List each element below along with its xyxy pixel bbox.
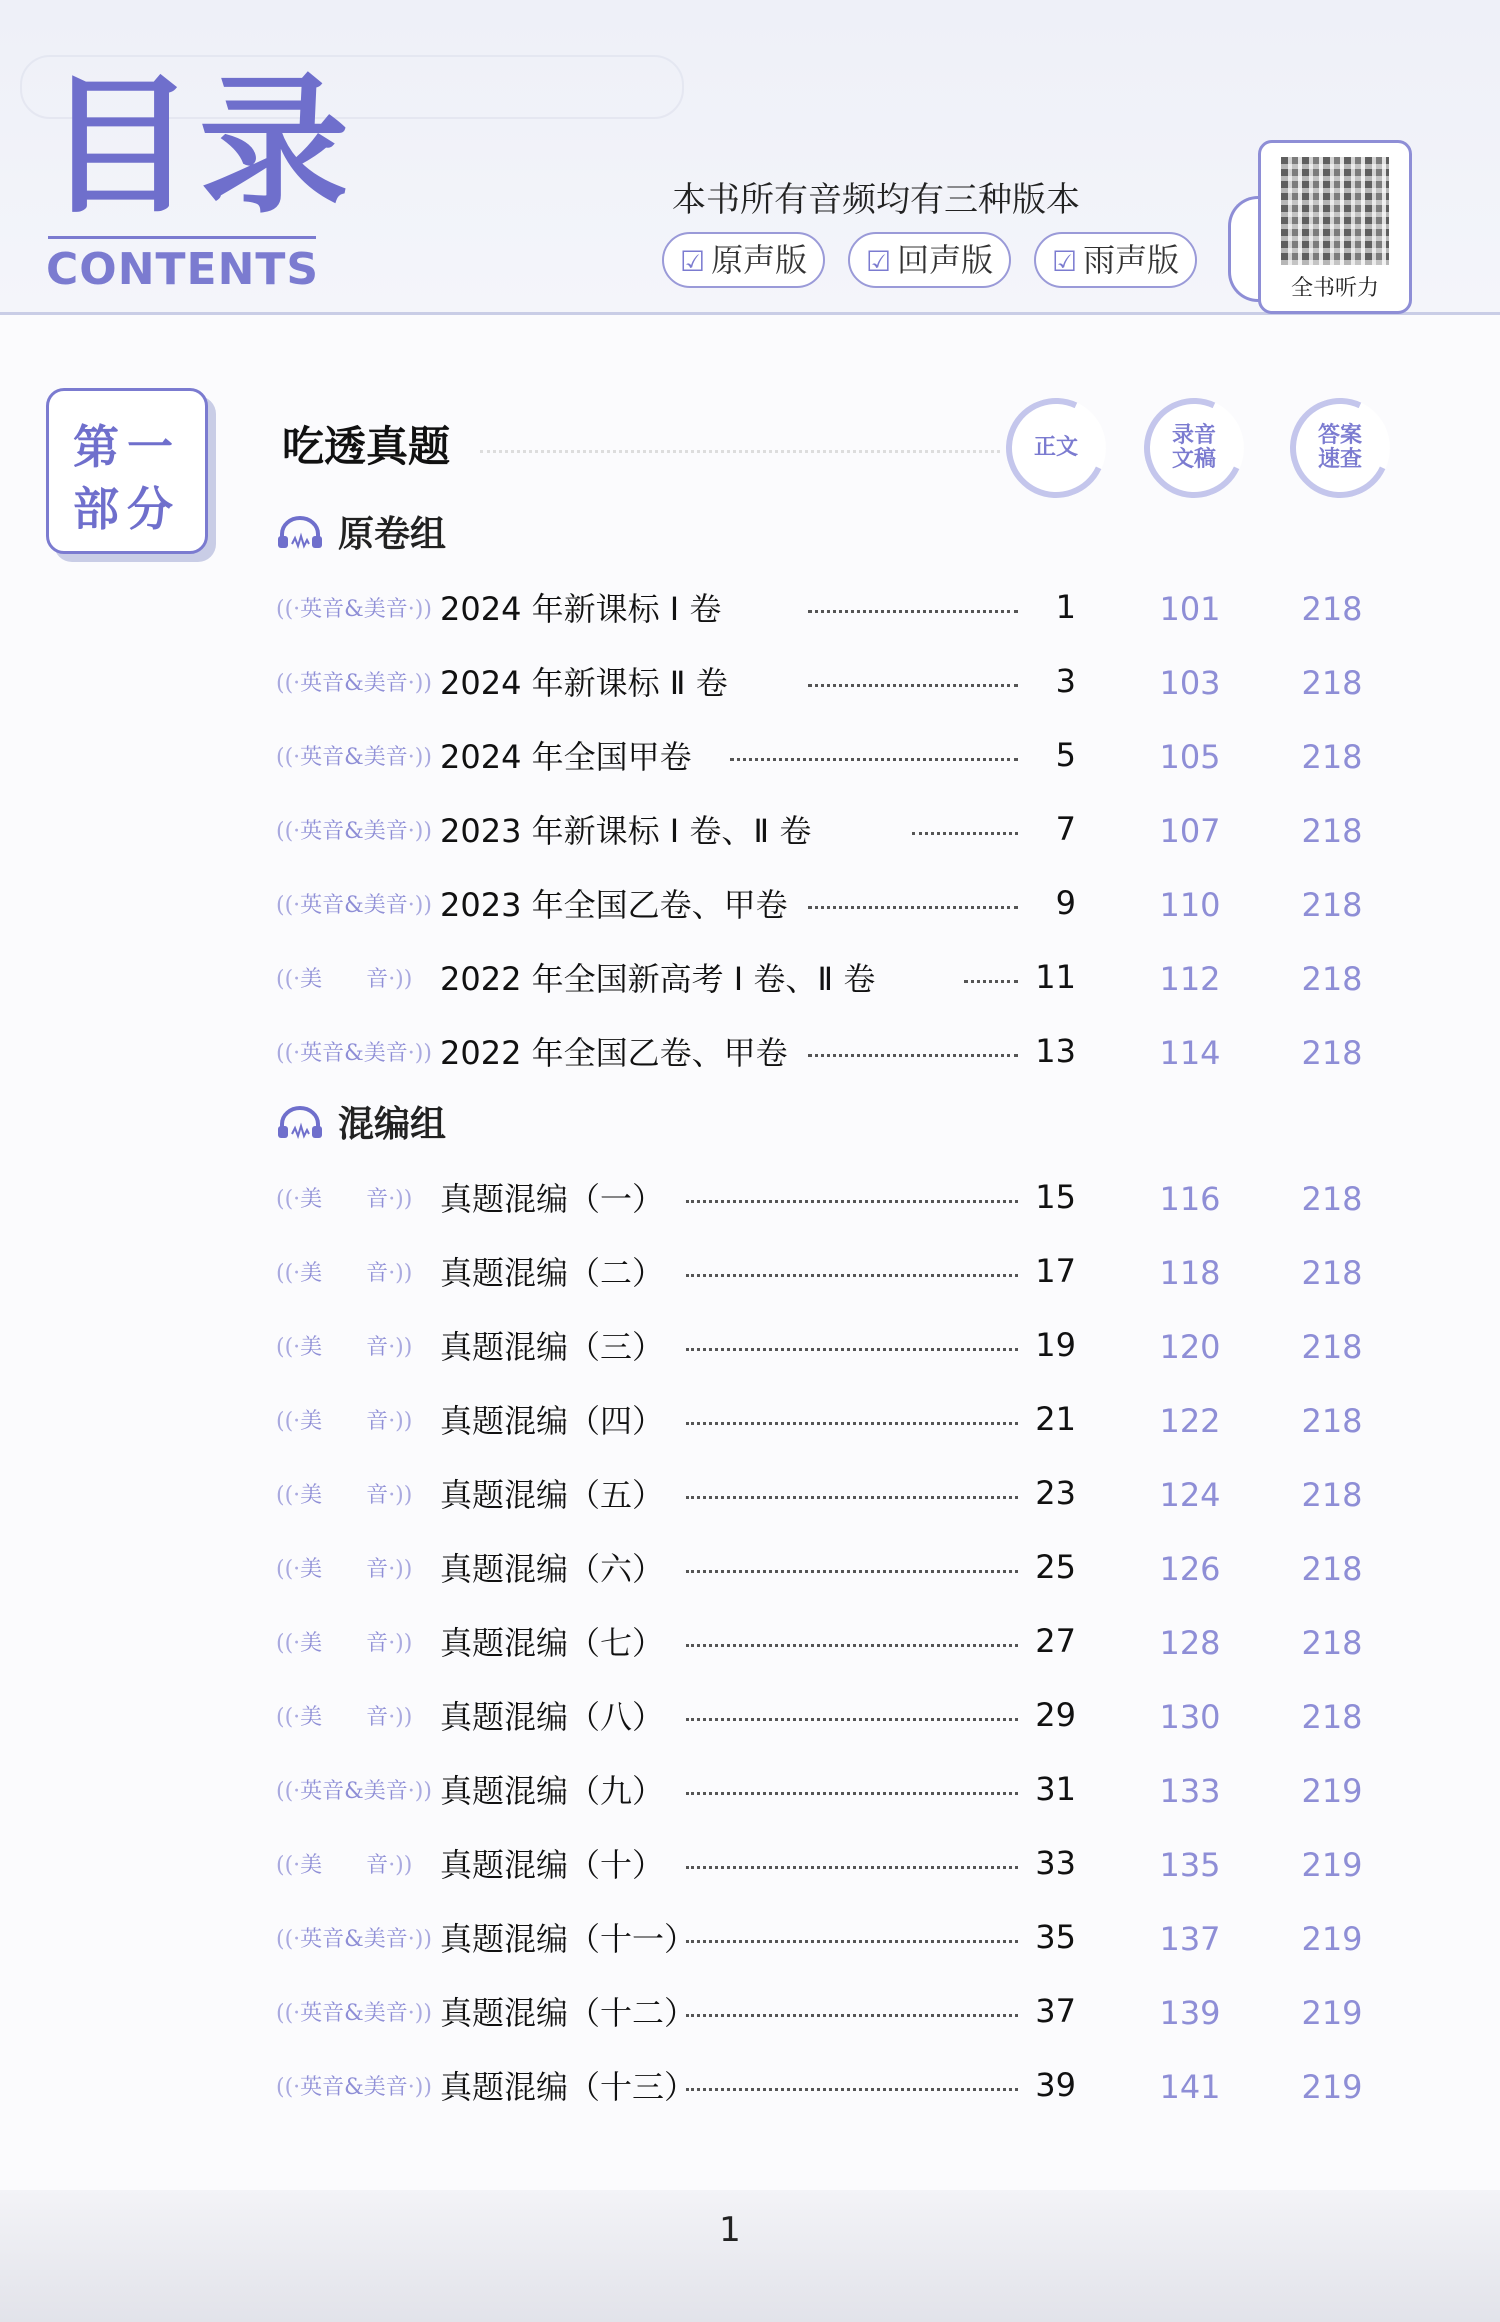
toc-row[interactable]	[0, 1984, 1500, 2044]
page-ref-answers[interactable]: 218	[1301, 812, 1363, 850]
accent-tag: ((·美 音·))	[276, 967, 413, 992]
dot-leader	[686, 1570, 1018, 1573]
page-ref-answers[interactable]: 218	[1301, 1254, 1363, 1292]
page-ref-answers[interactable]: 218	[1301, 1698, 1363, 1736]
toc-entry-title[interactable]: 真题混编（三）	[440, 1328, 665, 1366]
dot-leader	[686, 1274, 1018, 1277]
page-ref-text[interactable]: 5	[1055, 736, 1076, 774]
dot-leader	[686, 1422, 1018, 1425]
dot-leader	[686, 1866, 1018, 1869]
page-ref-text[interactable]: 13	[1035, 1032, 1076, 1070]
toc-entry-title[interactable]: 2022 年全国新高考 Ⅰ 卷、Ⅱ 卷	[440, 960, 876, 998]
toc-entry-title[interactable]: 真题混编（九）	[440, 1772, 665, 1810]
page-ref-answers[interactable]: 218	[1301, 960, 1363, 998]
page-ref-transcript[interactable]: 107	[1159, 812, 1221, 850]
column-header-transcript: 录音 文稿	[1130, 384, 1258, 512]
toc-row[interactable]	[0, 876, 1500, 936]
part-title: 吃透真题	[282, 422, 451, 471]
page-ref-text[interactable]: 7	[1055, 810, 1076, 848]
page-ref-answers[interactable]: 219	[1301, 2068, 1363, 2106]
accent-tag: ((·美 音·))	[276, 1705, 413, 1730]
toc-row[interactable]	[0, 1540, 1500, 1600]
page-ref-answers[interactable]: 218	[1301, 1402, 1363, 1440]
toc-row[interactable]	[0, 1392, 1500, 1452]
page-ref-answers[interactable]: 218	[1301, 1476, 1363, 1514]
page-ref-transcript[interactable]: 128	[1159, 1624, 1221, 1662]
toc-row[interactable]	[0, 1836, 1500, 1896]
toc-row[interactable]	[0, 2058, 1500, 2118]
toc-entry-title[interactable]: 2024 年全国甲卷	[440, 738, 692, 776]
group-label: 原卷组	[338, 514, 447, 555]
page-ref-transcript[interactable]: 137	[1159, 1920, 1221, 1958]
page-ref-transcript[interactable]: 118	[1159, 1254, 1221, 1292]
toc-row[interactable]	[0, 1762, 1500, 1822]
accent-tag: ((·美 音·))	[276, 1335, 413, 1360]
page-ref-text[interactable]: 17	[1035, 1252, 1076, 1290]
page-ref-text[interactable]: 39	[1035, 2066, 1076, 2104]
page-ref-transcript[interactable]: 110	[1159, 886, 1221, 924]
page-ref-text[interactable]: 11	[1035, 958, 1076, 996]
page-ref-transcript[interactable]: 141	[1159, 2068, 1221, 2106]
accent-tag: ((·英音&美音·))	[276, 2075, 432, 2100]
headphones-icon	[276, 1106, 324, 1140]
page-ref-transcript[interactable]: 135	[1159, 1846, 1221, 1884]
page-ref-answers[interactable]: 219	[1301, 1846, 1363, 1884]
page-number: 1	[719, 2210, 741, 2250]
page-ref-transcript[interactable]: 133	[1159, 1772, 1221, 1810]
checkbox-icon: ☑	[680, 245, 706, 278]
toc-entry-title[interactable]: 2023 年全国乙卷、甲卷	[440, 886, 788, 924]
accent-tag: ((·美 音·))	[276, 1483, 413, 1508]
accent-tag: ((·美 音·))	[276, 1631, 413, 1656]
audio-version-note: 本书所有音频均有三种版本	[672, 180, 1080, 220]
accent-tag: ((·英音&美音·))	[276, 1927, 432, 1952]
part-badge	[46, 388, 208, 554]
page-ref-answers[interactable]: 218	[1301, 664, 1363, 702]
toc-row[interactable]	[0, 1688, 1500, 1748]
toc-entry-title[interactable]: 真题混编（七）	[440, 1624, 665, 1662]
page-ref-text[interactable]: 27	[1035, 1622, 1076, 1660]
page-ref-text[interactable]: 29	[1035, 1696, 1076, 1734]
page-title: 目录	[45, 60, 354, 234]
accent-tag: ((·美 音·))	[276, 1409, 413, 1434]
dot-leader	[808, 610, 1018, 613]
qr-card[interactable]	[1258, 140, 1412, 314]
column-header-text: 正文	[992, 384, 1120, 512]
dot-leader	[808, 684, 1018, 687]
dot-leader	[686, 1200, 1018, 1203]
dot-leader	[686, 2088, 1018, 2091]
page-ref-answers[interactable]: 218	[1301, 590, 1363, 628]
toc-entry-title[interactable]: 真题混编（十一）	[440, 1920, 697, 1958]
toc-entry-title[interactable]: 真题混编（六）	[440, 1550, 665, 1588]
toc-entry-title[interactable]: 真题混编（十二）	[440, 1994, 697, 2032]
page-ref-transcript[interactable]: 105	[1159, 738, 1221, 776]
toc-row[interactable]	[0, 950, 1500, 1010]
page-ref-transcript[interactable]: 112	[1159, 960, 1221, 998]
dot-leader	[686, 1644, 1018, 1647]
toc-row[interactable]	[0, 1318, 1500, 1378]
group-heading	[276, 1096, 446, 1147]
toc-entry-title[interactable]: 2024 年新课标 Ⅱ 卷	[440, 664, 728, 702]
version-original: ☑ 原声版	[662, 232, 825, 288]
page-ref-answers[interactable]: 218	[1301, 738, 1363, 776]
toc-entry-title[interactable]: 2023 年新课标 Ⅰ 卷、Ⅱ 卷	[440, 812, 812, 850]
page-ref-text[interactable]: 19	[1035, 1326, 1076, 1364]
toc-entry-title[interactable]: 真题混编（十三）	[440, 2068, 697, 2106]
page-ref-answers[interactable]: 219	[1301, 1920, 1363, 1958]
toc-row[interactable]	[0, 1910, 1500, 1970]
toc-row[interactable]	[0, 1244, 1500, 1304]
page-ref-transcript[interactable]: 130	[1159, 1698, 1221, 1736]
page-ref-text[interactable]: 33	[1035, 1844, 1076, 1882]
part-title-rule	[480, 450, 1000, 453]
toc-entry-title[interactable]: 真题混编（二）	[440, 1254, 665, 1292]
toc-row[interactable]	[0, 1614, 1500, 1674]
accent-tag: ((·英音&美音·))	[276, 1041, 432, 1066]
page-ref-answers[interactable]: 219	[1301, 1772, 1363, 1810]
page-ref-answers[interactable]: 218	[1301, 1550, 1363, 1588]
headphones-icon	[276, 516, 324, 546]
accent-tag: ((·美 音·))	[276, 1261, 413, 1286]
page-ref-answers[interactable]: 218	[1301, 1624, 1363, 1662]
accent-tag: ((·英音&美音·))	[276, 893, 432, 918]
toc-entry-title[interactable]: 真题混编（十）	[440, 1846, 665, 1884]
page-ref-transcript[interactable]: 103	[1159, 664, 1221, 702]
checkbox-icon: ☑	[1052, 245, 1078, 278]
toc-row[interactable]	[0, 654, 1500, 714]
page-ref-text[interactable]: 3	[1055, 662, 1076, 700]
page-ref-text[interactable]: 23	[1035, 1474, 1076, 1512]
header-band	[0, 0, 1500, 315]
toc-row[interactable]	[0, 802, 1500, 862]
page-ref-transcript[interactable]: 114	[1159, 1034, 1221, 1072]
page-ref-transcript[interactable]: 124	[1159, 1476, 1221, 1514]
group-heading	[276, 506, 446, 557]
qr-code-icon[interactable]	[1281, 157, 1389, 265]
toc-row[interactable]	[0, 580, 1500, 640]
accent-tag: ((·英音&美音·))	[276, 671, 432, 696]
dot-leader	[808, 1054, 1018, 1057]
dot-leader	[964, 980, 1018, 983]
dot-leader	[730, 758, 1018, 761]
page-ref-transcript[interactable]: 120	[1159, 1328, 1221, 1366]
headphones-icon	[276, 516, 324, 550]
toc-entry-title[interactable]: 真题混编（五）	[440, 1476, 665, 1514]
toc-entry-title[interactable]: 真题混编（八）	[440, 1698, 665, 1736]
toc-row[interactable]	[0, 1024, 1500, 1084]
accent-tag: ((·英音&美音·))	[276, 2001, 432, 2026]
dot-leader	[808, 906, 1018, 909]
dot-leader	[686, 1348, 1018, 1351]
page-ref-answers[interactable]: 218	[1301, 886, 1363, 924]
checkbox-icon: ☑	[866, 245, 892, 278]
title-underline	[48, 236, 316, 239]
qr-label: 全书听力	[1290, 276, 1379, 301]
page-ref-text[interactable]: 31	[1035, 1770, 1076, 1808]
version-rain: ☑ 雨声版	[1034, 232, 1197, 288]
part-badge-line1: 第一	[73, 420, 181, 474]
accent-tag: ((·美 音·))	[276, 1853, 413, 1878]
dot-leader	[912, 832, 1018, 835]
part-badge-line2: 部分	[73, 482, 181, 536]
accent-tag: ((·英音&美音·))	[276, 745, 432, 770]
toc-row[interactable]	[0, 1466, 1500, 1526]
toc-row[interactable]	[0, 728, 1500, 788]
page-ref-text[interactable]: 15	[1035, 1178, 1076, 1216]
accent-tag: ((·英音&美音·))	[276, 819, 432, 844]
dot-leader	[686, 1792, 1018, 1795]
page-ref-text[interactable]: 1	[1055, 588, 1076, 626]
toc-entry-title[interactable]: 2024 年新课标 Ⅰ 卷	[440, 590, 722, 628]
accent-tag: ((·英音&美音·))	[276, 597, 432, 622]
page-ref-text[interactable]: 35	[1035, 1918, 1076, 1956]
toc-entry-title[interactable]: 2022 年全国乙卷、甲卷	[440, 1034, 788, 1072]
page-ref-text[interactable]: 9	[1055, 884, 1076, 922]
page-ref-transcript[interactable]: 122	[1159, 1402, 1221, 1440]
dot-leader	[686, 1940, 1018, 1943]
accent-tag: ((·英音&美音·))	[276, 1779, 432, 1804]
page-ref-text[interactable]: 21	[1035, 1400, 1076, 1438]
headphones-icon	[276, 1106, 324, 1136]
dot-leader	[686, 1718, 1018, 1721]
page-ref-transcript[interactable]: 116	[1159, 1180, 1221, 1218]
toc-entry-title[interactable]: 真题混编（四）	[440, 1402, 665, 1440]
version-echo: ☑ 回声版	[848, 232, 1011, 288]
page-ref-transcript[interactable]: 101	[1159, 590, 1221, 628]
page-ref-transcript[interactable]: 126	[1159, 1550, 1221, 1588]
dot-leader	[686, 1496, 1018, 1499]
accent-tag: ((·美 音·))	[276, 1187, 413, 1212]
page-ref-answers[interactable]: 218	[1301, 1180, 1363, 1218]
page-ref-answers[interactable]: 218	[1301, 1034, 1363, 1072]
group-label: 混编组	[338, 1104, 447, 1145]
page-subtitle: CONTENTS	[46, 244, 320, 295]
page-ref-answers[interactable]: 219	[1301, 1994, 1363, 2032]
page-ref-text[interactable]: 25	[1035, 1548, 1076, 1586]
column-header-answers: 答案 速查	[1276, 384, 1404, 512]
page-ref-transcript[interactable]: 139	[1159, 1994, 1221, 2032]
page-ref-text[interactable]: 37	[1035, 1992, 1076, 2030]
page-ref-answers[interactable]: 218	[1301, 1328, 1363, 1366]
dot-leader	[686, 2014, 1018, 2017]
toc-entry-title[interactable]: 真题混编（一）	[440, 1180, 665, 1218]
toc-row[interactable]	[0, 1170, 1500, 1230]
accent-tag: ((·美 音·))	[276, 1557, 413, 1582]
